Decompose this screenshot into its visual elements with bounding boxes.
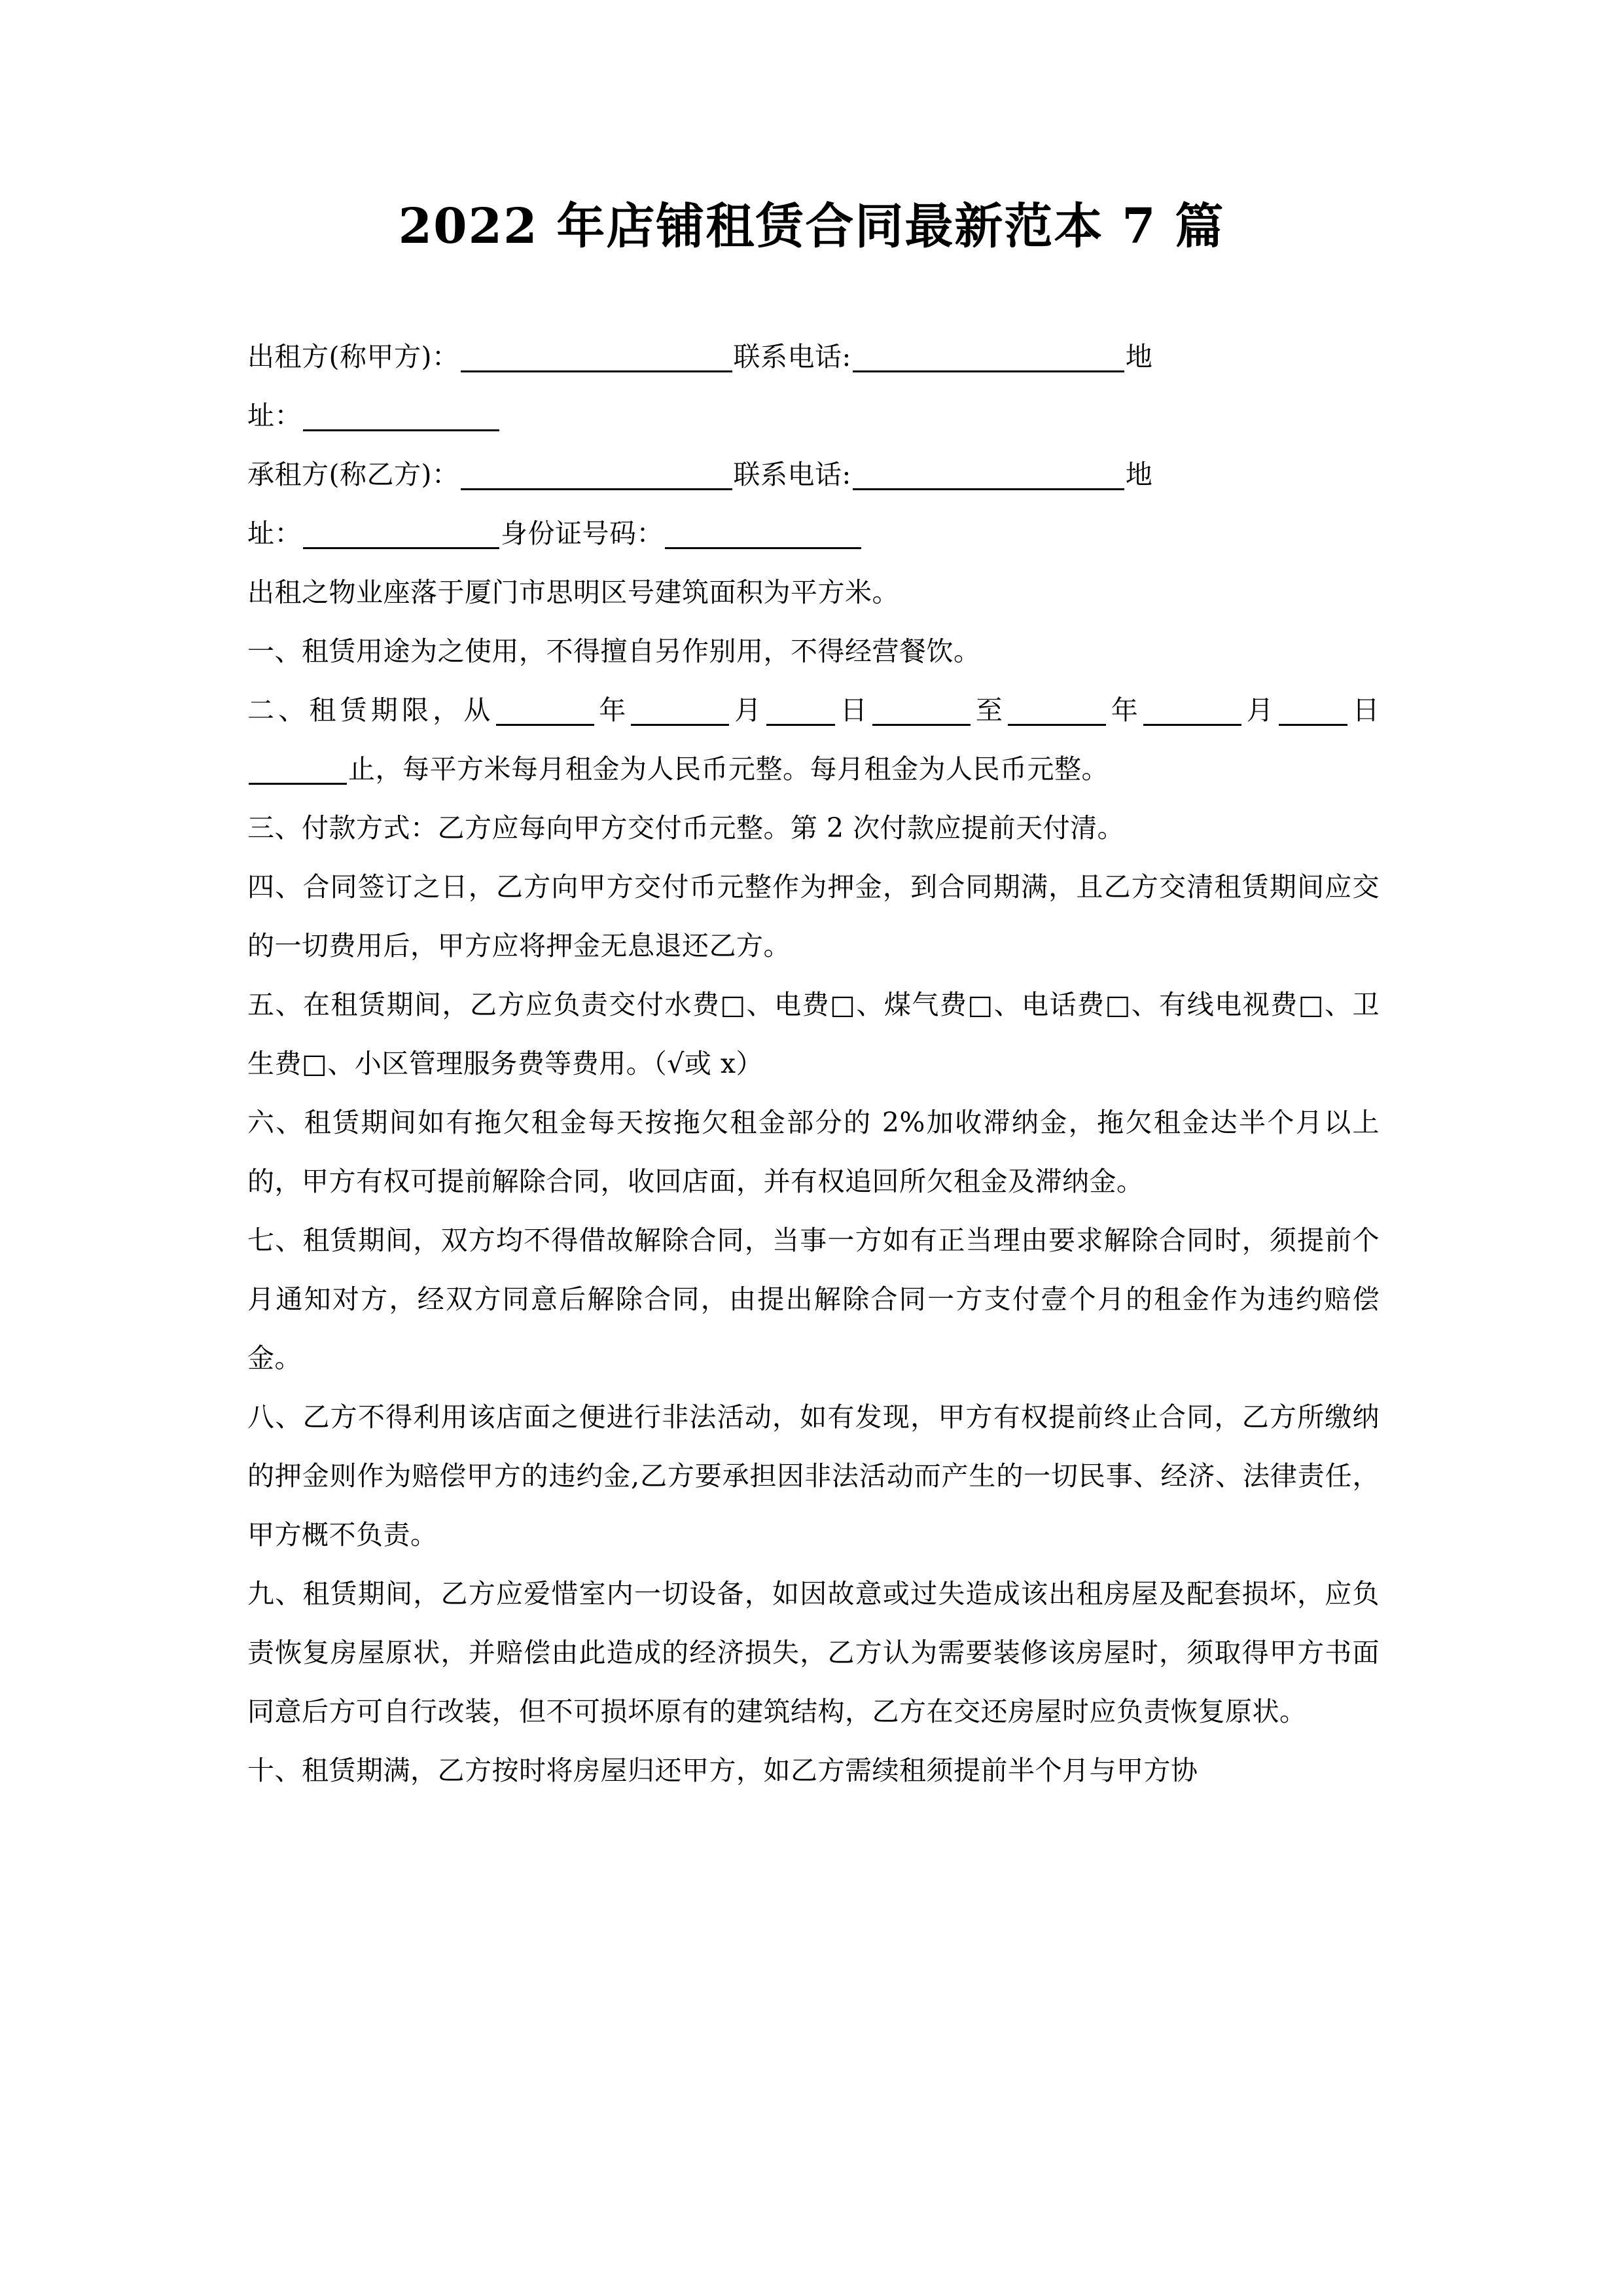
- end-month-blank[interactable]: [1143, 695, 1241, 726]
- lessee-name-blank[interactable]: [461, 459, 732, 490]
- checkbox-water-fee[interactable]: □: [720, 989, 747, 1020]
- end-year-unit: 年: [1107, 694, 1142, 726]
- page-title: 2022 年店铺租赁合同最新范本 7 篇: [398, 198, 1225, 255]
- start-month-unit: 月: [730, 694, 766, 726]
- clause-2-lead: 租赁期限，从: [309, 694, 495, 726]
- lessor-address-blank[interactable]: [303, 401, 499, 431]
- clause-5-item-2: 、电费: [746, 989, 830, 1020]
- address-label-2: 址：: [247, 518, 302, 549]
- end-day-blank[interactable]: [1279, 695, 1347, 726]
- document-body: [247, 327, 1380, 1800]
- clause-3-text: 付款方式：乙方应每向甲方交付币元整。第 2 次付款应提前天付清。: [302, 812, 1125, 844]
- checkbox-electricity-fee[interactable]: □: [830, 989, 857, 1020]
- start-day-unit: 日: [836, 694, 872, 726]
- clause-8-text: 乙方不得利用该店面之便进行非法活动，如有发现，甲方有权提前终止合同，乙方所缴纳的押金则作为赔偿甲方的违约金,乙方要承担因非法活动而产生的一切民事、经济、法律责任，甲方概不负责。: [247, 1401, 1380, 1551]
- checkbox-gas-fee[interactable]: □: [967, 989, 994, 1020]
- end-month-unit: 月: [1243, 694, 1277, 726]
- end-date-extra-blank[interactable]: [249, 754, 347, 785]
- clause-8: [247, 1388, 1380, 1564]
- start-year-blank[interactable]: [496, 695, 594, 726]
- lessor-label: 出租方(称甲方)：: [247, 341, 459, 372]
- clause-2-tail: 止，每平方米每月租金为人民币元整。每月租金为人民币元整。: [348, 753, 1109, 785]
- start-year-unit: 年: [595, 694, 630, 726]
- clause-5-item-5: 、有线电视费: [1131, 989, 1298, 1020]
- clause-4-number: 四、: [247, 871, 303, 903]
- start-day-blank[interactable]: [766, 695, 835, 726]
- lessee-address-blank[interactable]: [303, 518, 499, 549]
- clause-7-text: 租赁期间，双方均不得借故解除合同，当事一方如有正当理由要求解除合同时，须提前个月通知对方，经双方同意后解除合同，由提出解除合同一方支付壹个月的租金作为违约赔偿金。: [247, 1225, 1380, 1374]
- lessor-name-blank[interactable]: [461, 342, 732, 372]
- clause-5: [247, 975, 1380, 1093]
- clause-3: [247, 798, 1380, 857]
- start-date-extra-blank[interactable]: [872, 695, 971, 726]
- clause-9: [247, 1564, 1380, 1741]
- checkbox-cable-tv-fee[interactable]: □: [1298, 989, 1325, 1020]
- clause-2-number: 二、: [247, 694, 310, 726]
- clause-5-item-6: 、卫生费: [247, 989, 1380, 1079]
- clause-1-text: 租赁用途为之使用，不得擅自另作别用，不得经营餐饮。: [302, 636, 981, 667]
- lessor-phone-blank[interactable]: [853, 342, 1124, 372]
- property-location-line: 出租之物业座落于厦门市思明区号建筑面积为平方米。: [247, 577, 899, 608]
- clause-1: [247, 622, 1380, 681]
- start-month-blank[interactable]: [631, 695, 729, 726]
- clause-6: [247, 1093, 1380, 1211]
- clause-6-number: 六、: [247, 1107, 304, 1138]
- address-label-1: 址：: [247, 400, 302, 431]
- checkbox-phone-fee[interactable]: □: [1105, 989, 1132, 1020]
- lessee-label: 承租方(称乙方)：: [247, 459, 459, 490]
- clause-4: [247, 857, 1380, 975]
- lessee-phone-blank[interactable]: [853, 459, 1124, 490]
- clause-6-text: 租赁期间如有拖欠租金每天按拖欠租金部分的 2%加收滞纳金，拖欠租金达半个月以上的，甲方有权可提前解除合同，收回店面，并有权追回所欠租金及滞纳金。: [247, 1107, 1380, 1197]
- id-number-label: 身份证号码：: [501, 518, 664, 549]
- clause-2: [247, 681, 1380, 798]
- lessee-address-tail: 地: [1125, 459, 1153, 490]
- clause-8-number: 八、: [247, 1401, 303, 1433]
- checkbox-sanitation-fee[interactable]: □: [302, 1048, 328, 1079]
- clause-3-number: 三、: [247, 812, 302, 844]
- clause-5-lead: 在租赁期间，乙方应负责交付水费: [303, 989, 721, 1020]
- lessee-phone-label: 联系电话:: [733, 459, 851, 490]
- clause-10: [247, 1741, 1380, 1800]
- end-year-blank[interactable]: [1008, 695, 1106, 726]
- lessor-phone-label: 联系电话:: [733, 341, 851, 372]
- id-number-blank[interactable]: [665, 518, 861, 549]
- clause-9-number: 九、: [247, 1578, 303, 1609]
- lessee-address-id-line: [247, 504, 1380, 563]
- clause-7-number: 七、: [247, 1225, 303, 1256]
- clause-5-number: 五、: [247, 989, 303, 1020]
- lessor-address-line: [247, 386, 1380, 445]
- clause-4-text: 合同签订之日，乙方向甲方交付币元整作为押金，到合同期满，且乙方交清租赁期间应交的一切费用后，甲方应将押金无息退还乙方。: [247, 871, 1380, 961]
- clause-7: [247, 1211, 1380, 1388]
- clause-10-number: 十、: [247, 1755, 302, 1786]
- clause-1-number: 一、: [247, 636, 302, 667]
- clause-9-text: 租赁期间，乙方应爱惜室内一切设备，如因故意或过失造成该出租房屋及配套损坏，应负责恢复房屋原状，并赔偿由此造成的经济损失，乙方认为需要装修该房屋时，须取得甲方书面同意后方可自行改装，但不可损坏原有的建筑结构，乙方在交还房屋时应负责恢复原状。: [247, 1578, 1380, 1727]
- lessor-address-tail: 地: [1125, 341, 1153, 372]
- end-day-unit: 日: [1348, 694, 1380, 726]
- date-range-to: 至: [972, 694, 1007, 726]
- lessee-party-line: [247, 445, 1380, 504]
- clause-5-item-4: 、电话费: [993, 989, 1105, 1020]
- clause-10-text: 租赁期满，乙方按时将房屋归还甲方，如乙方需续租须提前半个月与甲方协: [302, 1755, 1198, 1786]
- lessor-party-line: [247, 327, 1380, 386]
- clause-5-item-3: 、煤气费: [856, 989, 968, 1020]
- clause-5-tail: 、小区管理服务费等费用。（√或 x）: [327, 1048, 764, 1079]
